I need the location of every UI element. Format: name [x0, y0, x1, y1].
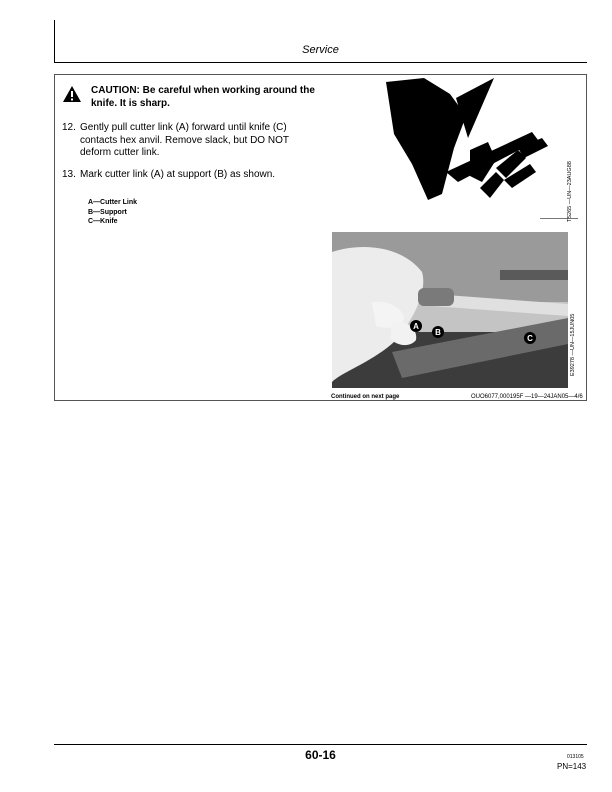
step-number: 12.: [62, 122, 76, 133]
callout-c-label: C: [527, 334, 533, 343]
callout-a: [410, 320, 422, 332]
callout-a-label: A: [413, 322, 419, 331]
footer-rule: [54, 744, 587, 745]
step-text: Gently pull cutter link (A) forward until knife (C) contacts hex anvil. Remove slack, but DO NOT deform cutter link.: [80, 122, 289, 158]
step-12: [62, 122, 322, 162]
legend-item-a: A—Cutter Link: [88, 199, 137, 206]
part-number: PN=143: [557, 762, 587, 771]
callout-c: [524, 332, 536, 344]
legend-item-c: C—Knife: [88, 218, 118, 225]
continued-notice: Continued on next page: [331, 394, 400, 400]
caution-icon: [62, 85, 82, 103]
hand-knife-warning-illustration: [384, 76, 564, 216]
step-text: Mark cutter link (A) at support (B) as shown.: [80, 169, 276, 180]
cutter-link-photo: [332, 232, 568, 388]
callout-b: [432, 326, 444, 338]
figure-legend: [88, 198, 137, 227]
callout-b-label: B: [435, 328, 441, 337]
illustration-code: TS265 —UN—23AUG88: [567, 161, 573, 222]
header-rule: [54, 62, 587, 63]
legend-item-b: B—Support: [88, 208, 127, 216]
page-header-title: Service: [302, 44, 339, 56]
caution-message: CAUTION: Be careful when working around the knife. It is sharp.: [91, 85, 315, 109]
step-13: [62, 169, 322, 183]
photo-code: E39278 —UN—15JUN05: [570, 313, 576, 376]
page-number: 60-16: [305, 748, 336, 762]
reference-code: OUO6077,000195F —19—24JAN05—4/6: [471, 394, 583, 400]
date-code: 013105: [567, 754, 584, 760]
step-number: 13.: [62, 169, 76, 180]
